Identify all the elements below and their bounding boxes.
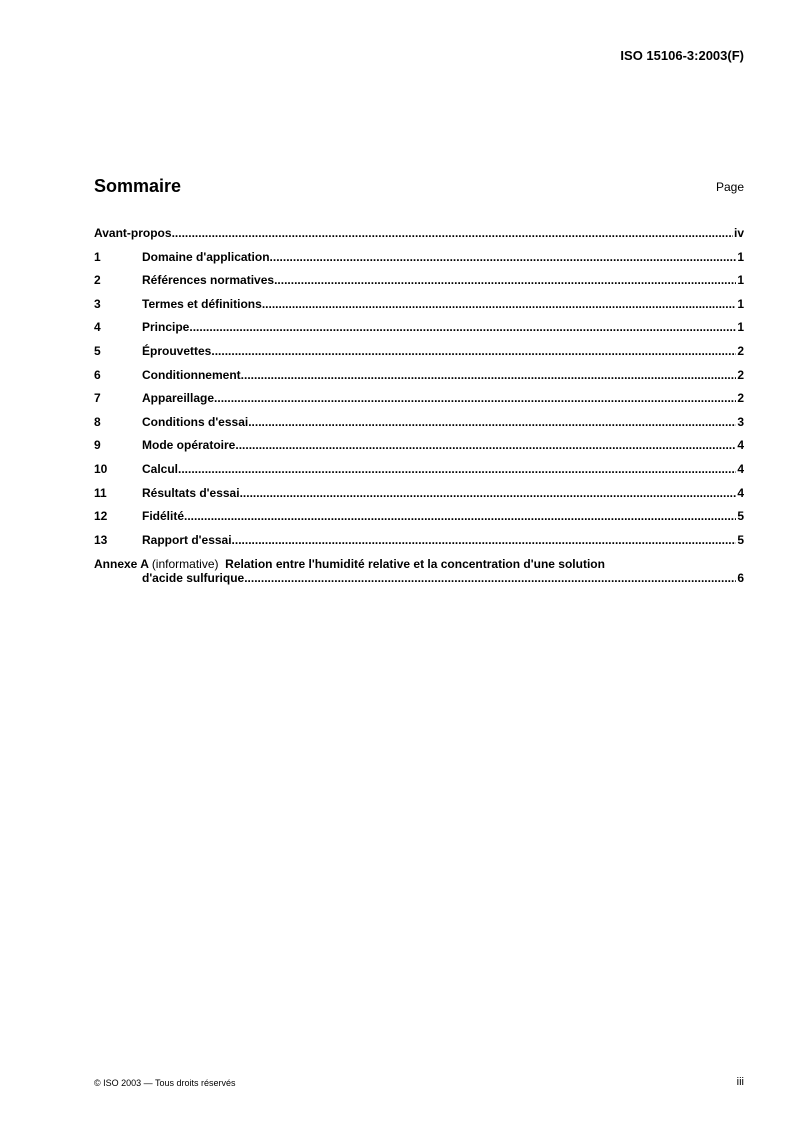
- toc-leader-dots: [172, 226, 733, 240]
- toc-entry-page: 3: [737, 414, 744, 429]
- toc-page-column-label: Page: [715, 180, 744, 194]
- toc-entry-page: 5: [737, 532, 744, 547]
- toc-leader-dots: [262, 297, 737, 311]
- toc-entry-number: 2: [94, 273, 101, 288]
- toc-leader-dots: [189, 320, 736, 334]
- toc-entry[interactable]: [94, 250, 744, 274]
- toc-entry-label: Éprouvettes: [142, 343, 212, 358]
- toc-leader-dots: [232, 533, 737, 547]
- toc-entry[interactable]: [94, 320, 744, 344]
- annex-qualifier: (informative): [151, 557, 219, 572]
- toc-entry[interactable]: [94, 368, 744, 392]
- toc-entry-label: Mode opératoire: [142, 438, 236, 453]
- toc-entry-number: 11: [94, 485, 107, 500]
- toc-entry-page: 4: [737, 438, 744, 453]
- toc-entry[interactable]: [94, 415, 744, 439]
- toc-entry-label: Conditions d'essai: [142, 414, 249, 429]
- toc-entry-number: 12: [94, 509, 108, 524]
- toc-entry-page: 1: [737, 296, 744, 311]
- toc-entry-number: 9: [94, 438, 101, 453]
- toc-entry-label: Conditionnement: [142, 367, 241, 382]
- toc-entry-page: iv: [733, 226, 744, 240]
- toc-entry-number: 8: [94, 414, 101, 429]
- toc-heading-row: [94, 176, 744, 198]
- annex-title-line-2: [94, 571, 744, 585]
- annex-page-number: 6: [737, 571, 744, 586]
- toc-entry-label: Avant-propos: [94, 226, 172, 240]
- toc-leader-dots: [178, 462, 736, 476]
- toc-entry-page: 2: [737, 343, 744, 358]
- toc-entry-page: 2: [737, 367, 744, 382]
- toc-entry-number: 1: [94, 249, 101, 264]
- toc-entry-number: 6: [94, 367, 101, 382]
- toc-leader-dots: [211, 344, 736, 358]
- annex-title-second-line: d'acide sulfurique: [142, 571, 245, 586]
- toc-entry-page: 5: [737, 509, 744, 524]
- toc-leader-dots: [244, 571, 736, 585]
- toc-entry-page: 4: [737, 485, 744, 500]
- toc-leader-dots: [248, 415, 736, 429]
- toc-title: Sommaire: [94, 176, 182, 196]
- toc-leader-dots: [184, 509, 736, 523]
- toc-entry-label: Termes et définitions: [142, 296, 262, 311]
- toc-leader-dots: [214, 391, 736, 405]
- copyright-notice: © ISO 2003 — Tous droits réservés: [94, 1078, 236, 1088]
- toc-entry-number: 4: [94, 320, 101, 335]
- toc-leader-dots: [270, 250, 737, 264]
- toc-entry[interactable]: [94, 226, 744, 250]
- toc-entry-label: Principe: [142, 320, 190, 335]
- toc-entry-label: Calcul: [142, 461, 179, 476]
- toc-entry-page: 1: [737, 273, 744, 288]
- toc-entry-page: 1: [737, 320, 744, 335]
- toc-entry[interactable]: [94, 533, 744, 557]
- toc-entry-number: 3: [94, 296, 101, 311]
- toc-entry-annex-a[interactable]: [94, 557, 744, 585]
- document-id: ISO 15106-3:2003(F): [620, 48, 744, 63]
- toc-entry-page: 4: [737, 461, 744, 476]
- toc-entry[interactable]: [94, 486, 744, 510]
- toc-entry-number: 13: [94, 532, 108, 547]
- toc-leader-dots: [240, 486, 737, 500]
- annex-title-first-line: Relation entre l'humidité relative et la concentration d'une solution: [225, 557, 605, 572]
- page-number: iii: [736, 1076, 744, 1088]
- toc-entry[interactable]: [94, 273, 744, 297]
- toc-entry-label: Résultats d'essai: [142, 485, 240, 500]
- toc-entry-label: Références normatives: [142, 273, 275, 288]
- toc-entry-number: 10: [94, 461, 108, 476]
- toc-entry[interactable]: [94, 391, 744, 415]
- toc-entries: [94, 226, 744, 556]
- toc-entry[interactable]: [94, 438, 744, 462]
- toc-entry-page: 1: [737, 249, 744, 264]
- toc-leader-dots: [241, 368, 737, 382]
- toc-entry-label: Fidélité: [142, 509, 185, 524]
- toc-entry-number: 5: [94, 343, 101, 358]
- toc-entry[interactable]: [94, 344, 744, 368]
- annex-title-line-1: [94, 557, 744, 571]
- toc-entry-page: 2: [737, 391, 744, 406]
- toc-entry[interactable]: [94, 509, 744, 533]
- toc-entry[interactable]: [94, 297, 744, 321]
- table-of-contents: [94, 226, 744, 585]
- annex-prefix: Annexe A: [94, 557, 149, 572]
- toc-entry-label: Appareillage: [142, 391, 215, 406]
- toc-leader-dots: [235, 438, 736, 452]
- toc-entry[interactable]: [94, 462, 744, 486]
- toc-leader-dots: [274, 273, 736, 287]
- toc-entry-label: Domaine d'application: [142, 249, 270, 264]
- toc-entry-number: 7: [94, 391, 101, 406]
- toc-entry-label: Rapport d'essai: [142, 532, 232, 547]
